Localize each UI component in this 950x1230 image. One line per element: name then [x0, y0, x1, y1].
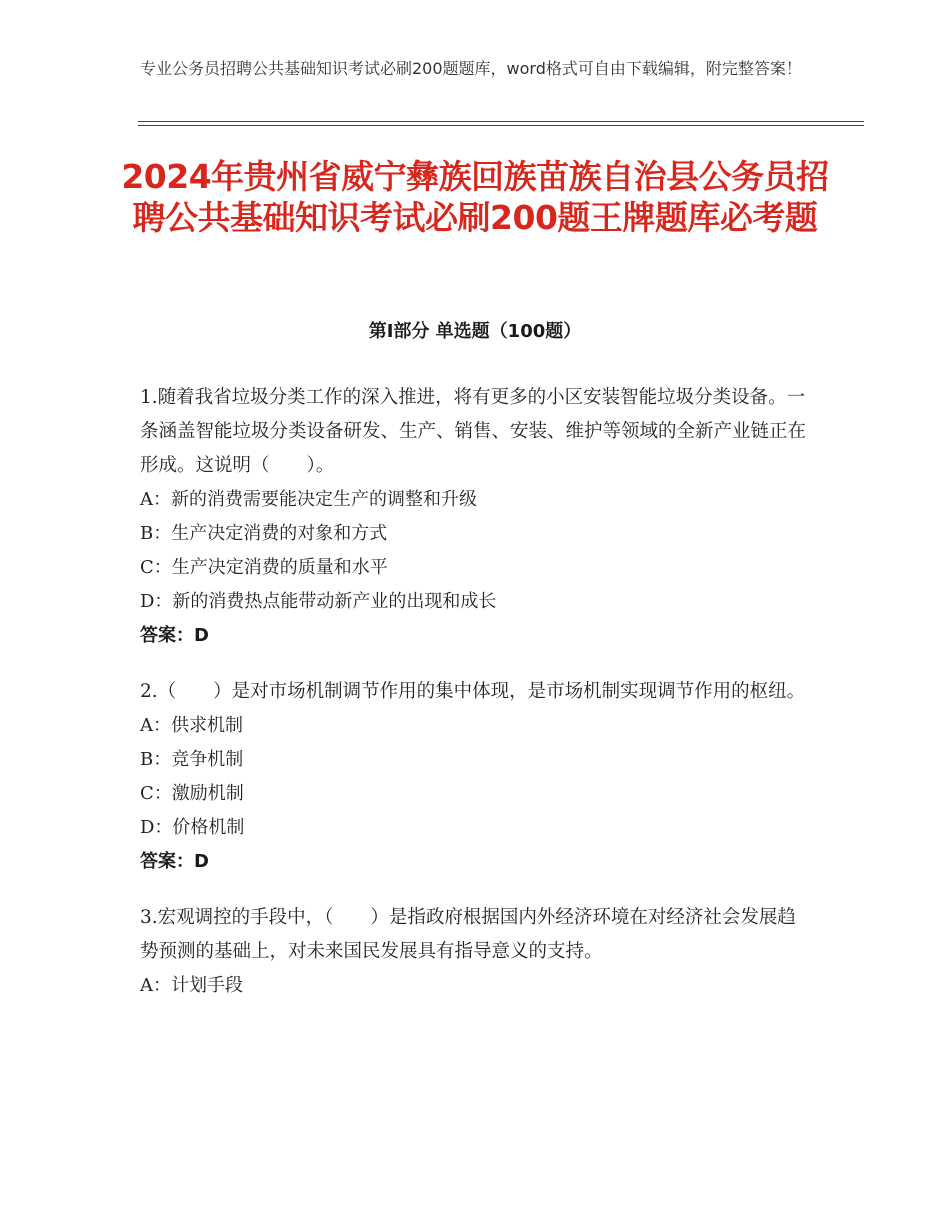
question-text: 1.随着我省垃圾分类工作的深入推进，将有更多的小区安装智能垃圾分类设备。一条涵盖智能垃圾分类设备研发、生产、销售、安装、维护等领域的全新产业链正在形成。这说明（ ）。 — [140, 387, 807, 476]
option-d: D：新的消费热点能带动新产业的出现和成长 — [140, 591, 497, 612]
document-title: 2024年贵州省威宁彝族回族苗族自治县公务员招聘公共基础知识考试必刷200题王牌题库必考题 — [121, 157, 829, 237]
question-list — [140, 381, 810, 1025]
header-divider-bottom — [138, 125, 864, 126]
question-3 — [140, 901, 810, 1003]
option-d: D：价格机制 — [140, 817, 245, 838]
option-b: B：竞争机制 — [140, 749, 244, 770]
option-c: C：激励机制 — [140, 783, 244, 804]
option-b: B：生产决定消费的对象和方式 — [140, 523, 388, 544]
question-text: 2.（ ）是对市场机制调节作用的集中体现，是市场机制实现调节作用的枢纽。 — [140, 681, 806, 702]
question-2 — [140, 675, 810, 879]
option-a: A：计划手段 — [140, 975, 243, 996]
question-text: 3.宏观调控的手段中，（ ）是指政府根据国内外经济环境在对经济社会发展趋势预测的基础上，对未来国民发展具有指导意义的支持。 — [140, 907, 796, 962]
question-1 — [140, 381, 810, 653]
section-title: 第Ⅰ部分 单选题（100题） — [368, 321, 582, 342]
option-a: A：新的消费需要能决定生产的调整和升级 — [140, 489, 477, 510]
answer: 答案：D — [140, 625, 209, 646]
answer: 答案：D — [140, 851, 209, 872]
header-divider-top — [138, 121, 864, 122]
option-c: C：生产决定消费的质量和水平 — [140, 557, 388, 578]
option-a: A：供求机制 — [140, 715, 243, 736]
header-note: 专业公务员招聘公共基础知识考试必刷200题题库，word格式可自由下载编辑，附完整答案！ — [140, 59, 802, 78]
